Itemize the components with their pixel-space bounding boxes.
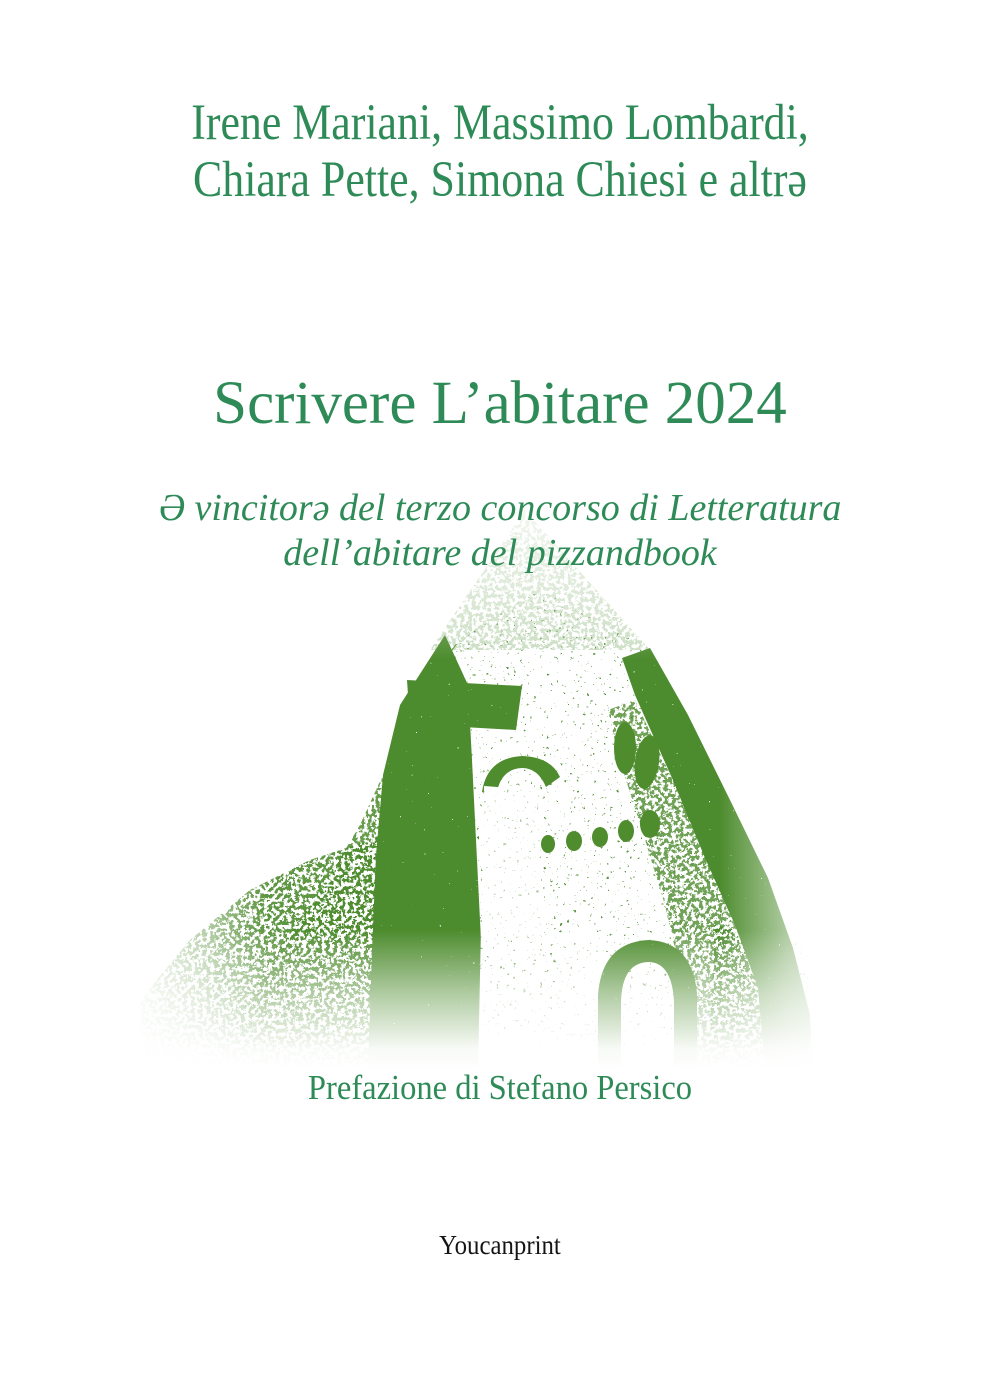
tower-ruin-illustration <box>130 510 870 1070</box>
putlog-hole <box>541 835 555 853</box>
subtitle-line-2: dell’abitare del pizzandbook <box>283 532 717 574</box>
masonry-band <box>407 680 522 730</box>
author-line-1: Irene Mariani, Massimo Lombardi, <box>191 95 809 151</box>
book-title: Scrivere L’abitare 2024 <box>213 370 787 437</box>
preface-credit: Prefazione di Stefano Persico <box>307 1068 693 1107</box>
window-shadow <box>614 722 636 774</box>
putlog-hole <box>566 831 582 851</box>
fade-bottom <box>130 930 870 1070</box>
putlog-hole <box>618 820 634 842</box>
subtitle-line-1: Ə vincitorə del terzo concorso di Letteratura <box>158 487 842 529</box>
publisher-name: Youcanprint <box>439 1230 561 1260</box>
putlog-hole <box>592 827 608 847</box>
author-line-2: Chiara Pette, Simona Chiesi e altrə <box>193 152 807 208</box>
author-names <box>70 95 930 209</box>
book-subtitle <box>0 486 1000 576</box>
putlog-hole <box>640 810 660 838</box>
